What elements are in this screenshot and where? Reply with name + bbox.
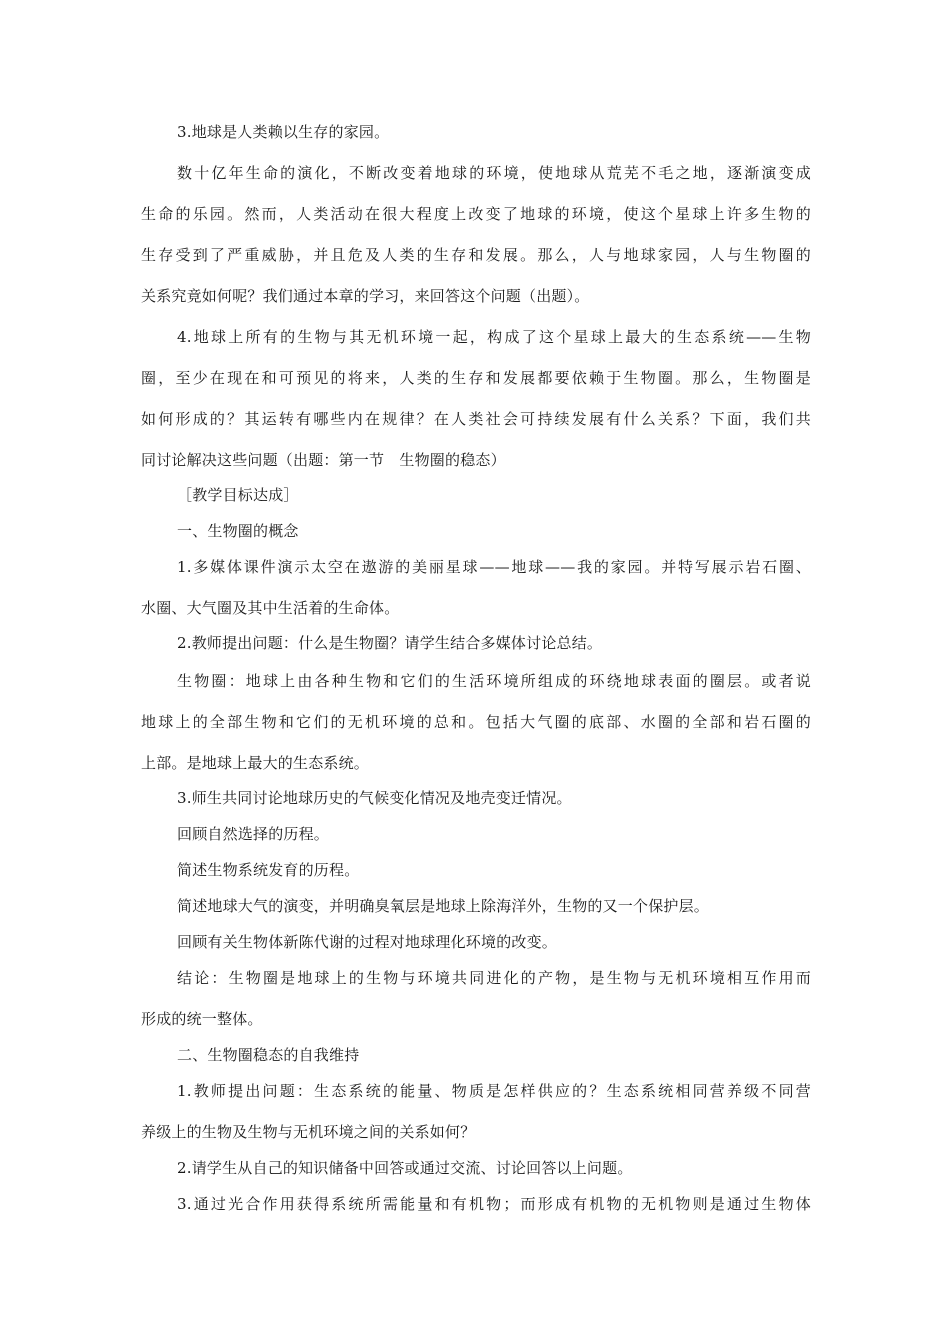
paragraph-line: 结论：生物圈是地球上的生物与环境共同进化的产物，是生物与无机环境相互作用而 xyxy=(177,969,811,987)
paragraph-line: 简述生物系统发育的历程。 xyxy=(177,861,360,879)
paragraph-line: 如何形成的？其运转有哪些内在规律？在人类社会可持续发展有什么关系？下面，我们共 xyxy=(141,410,811,428)
paragraph-line: 回顾有关生物体新陈代谢的过程对地球理化环境的改变。 xyxy=(177,933,558,951)
paragraph-line: 圈，至少在现在和可预见的将来，人类的生存和发展都要依赖于生物圈。那么，生物圈是 xyxy=(141,369,811,387)
paragraph-line: 地球上的全部生物和它们的无机环境的总和。包括大气圈的底部、水圈的全部和岩石圈的 xyxy=(141,713,811,731)
paragraph-line: 1.教师提出问题：生态系统的能量、物质是怎样供应的？生态系统相同营养级不同营 xyxy=(177,1082,811,1100)
paragraph-line: 养级上的生物及生物与无机环境之间的关系如何？ xyxy=(141,1123,476,1141)
paragraph-line: 关系究竟如何呢？我们通过本章的学习，来回答这个问题（出题）。 xyxy=(141,287,590,305)
paragraph-line: 3.地球是人类赖以生存的家园。 xyxy=(177,123,390,141)
paragraph-line: 形成的统一整体。 xyxy=(141,1010,263,1028)
section-heading: 二、生物圈稳态的自我维持 xyxy=(177,1046,360,1064)
section-heading: 一、生物圈的概念 xyxy=(177,522,299,540)
paragraph-line: 上部。是地球上最大的生态系统。 xyxy=(141,754,370,772)
paragraph-line: 2.请学生从自己的知识储备中回答或通过交流、讨论回答以上问题。 xyxy=(177,1159,633,1177)
paragraph-line: 生物圈：地球上由各种生物和它们的生活环境所组成的环绕地球表面的圈层。或者说 xyxy=(177,672,811,690)
paragraph-line: 同讨论解决这些问题（出题：第一节 生物圈的稳态） xyxy=(141,451,506,469)
paragraph-line: 2.教师提出问题：什么是生物圈？请学生结合多媒体讨论总结。 xyxy=(177,634,603,652)
paragraph-line: 1.多媒体课件演示太空在遨游的美丽星球——地球——我的家园。并特写展示岩石圈、 xyxy=(177,558,811,576)
section-heading: ［教学目标达成］ xyxy=(177,486,299,504)
paragraph-line: 4.地球上所有的生物与其无机环境一起，构成了这个星球上最大的生态系统——生物 xyxy=(177,328,811,346)
paragraph-line: 数十亿年生命的演化，不断改变着地球的环境，使地球从荒芜不毛之地，逐渐演变成 xyxy=(177,164,811,182)
paragraph-line: 回顾自然选择的历程。 xyxy=(177,825,330,843)
paragraph-line: 生存受到了严重威胁，并且危及人类的生存和发展。那么，人与地球家园，人与生物圈的 xyxy=(141,246,811,264)
paragraph-line: 3.师生共同讨论地球历史的气候变化情况及地壳变迁情况。 xyxy=(177,789,572,807)
paragraph-line: 3.通过光合作用获得系统所需能量和有机物；而形成有机物的无机物则是通过生物体 xyxy=(177,1195,811,1213)
paragraph-line: 水圈、大气圈及其中生活着的生命体。 xyxy=(141,599,400,617)
paragraph-line: 简述地球大气的演变，并明确臭氧层是地球上除海洋外，生物的又一个保护层。 xyxy=(177,897,710,915)
paragraph-line: 生命的乐园。然而，人类活动在很大程度上改变了地球的环境，使这个星球上许多生物的 xyxy=(141,205,811,223)
